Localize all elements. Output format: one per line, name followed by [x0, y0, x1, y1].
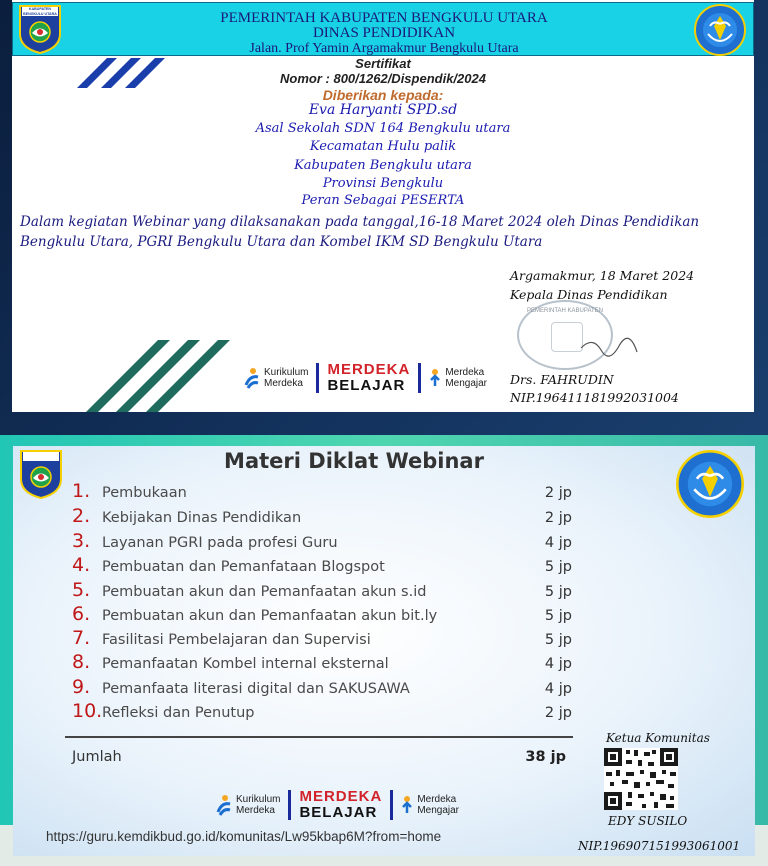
merdeka-mengajar-icon	[401, 795, 413, 815]
logo-caption-bengkulu: BENGKULU UTARA	[23, 11, 57, 16]
header-department: DINAS PENDIDIKAN	[312, 25, 456, 41]
materi-item-label: Pembuatan dan Pemanfataan Blogspot	[102, 559, 385, 575]
materi-item	[72, 554, 572, 576]
materi-item-jp: 2 jp	[544, 510, 572, 526]
materi-item-number: 9.	[72, 676, 91, 698]
recipient-name: Eva Haryanti SPD.sd	[308, 102, 458, 118]
mengajar-label-1: Merdeka	[445, 367, 485, 378]
total-value: 38 jp	[525, 749, 566, 765]
materi-item-label: Pembukaan	[102, 485, 187, 501]
materi-item-number: 6.	[72, 603, 91, 625]
partner-divider	[316, 363, 319, 393]
materi-item-label: Refleksi dan Penutup	[102, 705, 255, 721]
materi-item-label: Pembuatan akun dan Pemanfaatan akun bit.ly	[102, 608, 438, 624]
mengajar-label-1: Merdeka	[417, 794, 457, 805]
materi-item-jp: 2 jp	[544, 705, 572, 721]
materi-item-label: Pemanfaata literasi digital dan SAKUSAWA	[102, 681, 410, 697]
ketua-label: Ketua Komunitas	[606, 731, 710, 745]
bengkulu-utara-logo-icon	[18, 4, 62, 54]
ketua-name: EDY SUSILO	[608, 814, 688, 828]
materi-item-jp: 4 jp	[544, 681, 572, 697]
mengajar-label-2: Mengajar	[417, 805, 460, 816]
kurikulum-merdeka-icon	[244, 367, 260, 389]
materi-item-jp: 5 jp	[544, 632, 572, 648]
materi-item	[72, 505, 572, 527]
certificate-header	[12, 2, 754, 56]
recipient-school: Asal Sekolah SDN 164 Bengkulu utara	[255, 121, 511, 136]
materi-item	[72, 676, 572, 698]
kurikulum-merdeka-label: Merdeka	[264, 378, 303, 389]
materi-item-label: Kebijakan Dinas Pendidikan	[102, 510, 302, 526]
recipient-provinsi: Provinsi Bengkulu	[322, 176, 444, 191]
recipient-kabupaten: Kabupaten Bengkulu utara	[294, 158, 472, 173]
header-government: PEMERINTAH KABUPATEN BENGKULU UTARA	[220, 10, 548, 26]
belajar-label: BELAJAR	[327, 377, 406, 394]
qr-code-icon[interactable]	[604, 748, 678, 810]
materi-item-label: Fasilitasi Pembelajaran dan Supervisi	[102, 632, 371, 648]
kurikulum-label: Kurikulum	[236, 794, 281, 805]
total-label: Jumlah	[72, 749, 122, 765]
materi-item-number: 7.	[72, 627, 91, 649]
certificate-number: Nomor : 800/1262/Dispendik/2024	[280, 71, 486, 86]
certificate-body-line-2: Bengkulu Utara, PGRI Bengkulu Utara dan Kombel IKM SD Bengkulu Utara	[20, 234, 543, 250]
materi-item	[72, 603, 572, 625]
signer-nip: NIP.196411181992031004	[510, 390, 679, 405]
merdeka-mengajar-icon	[429, 368, 441, 388]
partner-logos-certificate	[244, 362, 487, 394]
materi-item-number: 8.	[72, 651, 91, 673]
materi-item-number: 4.	[72, 554, 91, 576]
header-address: Jalan. Prof Yamin Argamakmur Bengkulu Utara	[249, 41, 519, 56]
merdeka-label: MERDEKA	[327, 361, 411, 378]
materi-item-number: 1.	[72, 480, 91, 502]
materi-item	[72, 480, 572, 502]
materi-item-label: Pemanfaatan Kombel internal eksternal	[102, 656, 389, 672]
recipient-kecamatan: Kecamatan Hulu palik	[309, 139, 457, 154]
mengajar-label-2: Mengajar	[445, 378, 488, 389]
materi-item-number: 10.	[72, 700, 103, 722]
materi-item-jp: 4 jp	[544, 535, 572, 551]
kurikulum-merdeka-icon	[216, 794, 232, 816]
total-divider	[65, 736, 573, 738]
merdeka-label: MERDEKA	[299, 788, 383, 805]
tut-wuri-handayani-logo-icon	[694, 4, 746, 56]
materi-item	[72, 651, 572, 673]
belajar-label: BELAJAR	[299, 804, 378, 821]
materi-item-jp: 5 jp	[544, 608, 572, 624]
certificate-title: Sertifikat	[355, 56, 411, 71]
given-to-label: Diberikan kepada:	[322, 87, 444, 103]
materi-title: Materi Diklat Webinar	[224, 449, 484, 473]
materi-item-number: 5.	[72, 579, 91, 601]
materi-item-jp: 4 jp	[544, 656, 572, 672]
partner-logos-materi	[216, 789, 459, 821]
materi-item-number: 2.	[72, 505, 91, 527]
materi-item	[72, 627, 572, 649]
materi-item-jp: 5 jp	[544, 584, 572, 600]
stamp-text: PEMERINTAH KABUPATEN	[526, 308, 603, 314]
community-url-link[interactable]: https://guru.kemdikbud.go.id/komunitas/Lw95kbap6M?from=home	[46, 829, 442, 844]
materi-item	[72, 700, 572, 722]
partner-divider	[390, 790, 393, 820]
signature-place-date: Argamakmur, 18 Maret 2024	[510, 268, 695, 283]
signer-name: Drs. FAHRUDIN	[510, 372, 614, 387]
logo-caption-kabupaten: KABUPATEN	[28, 7, 52, 11]
recipient-role: Peran Sebagai PESERTA	[301, 193, 465, 208]
certificate-body-line-1: Dalam kegiatan Webinar yang dilaksanakan pada tanggal,16-18 Maret 2024 oleh Dinas Pendidikan	[20, 214, 700, 230]
materi-item-number: 3.	[72, 530, 91, 552]
total-row	[72, 749, 566, 765]
materi-item	[72, 579, 572, 601]
certificate	[12, 0, 754, 412]
materi-item	[72, 530, 572, 552]
decorative-stripes-bottom	[82, 340, 232, 412]
materi-item-jp: 5 jp	[544, 559, 572, 575]
materi-item-jp: 2 jp	[544, 485, 572, 501]
materi-item-label: Layanan PGRI pada profesi Guru	[102, 535, 338, 551]
materi-item-label: Pembuatan akun dan Pemanfaatan akun s.id	[102, 584, 427, 600]
kurikulum-merdeka-label: Merdeka	[236, 805, 275, 816]
partner-divider	[288, 790, 291, 820]
partner-divider	[418, 363, 421, 393]
signature-office: Kepala Dinas Pendidikan	[510, 287, 668, 302]
official-stamp-icon	[517, 300, 613, 370]
kurikulum-label: Kurikulum	[264, 367, 309, 378]
ketua-nip: NIP.196907151993061001	[578, 839, 741, 853]
